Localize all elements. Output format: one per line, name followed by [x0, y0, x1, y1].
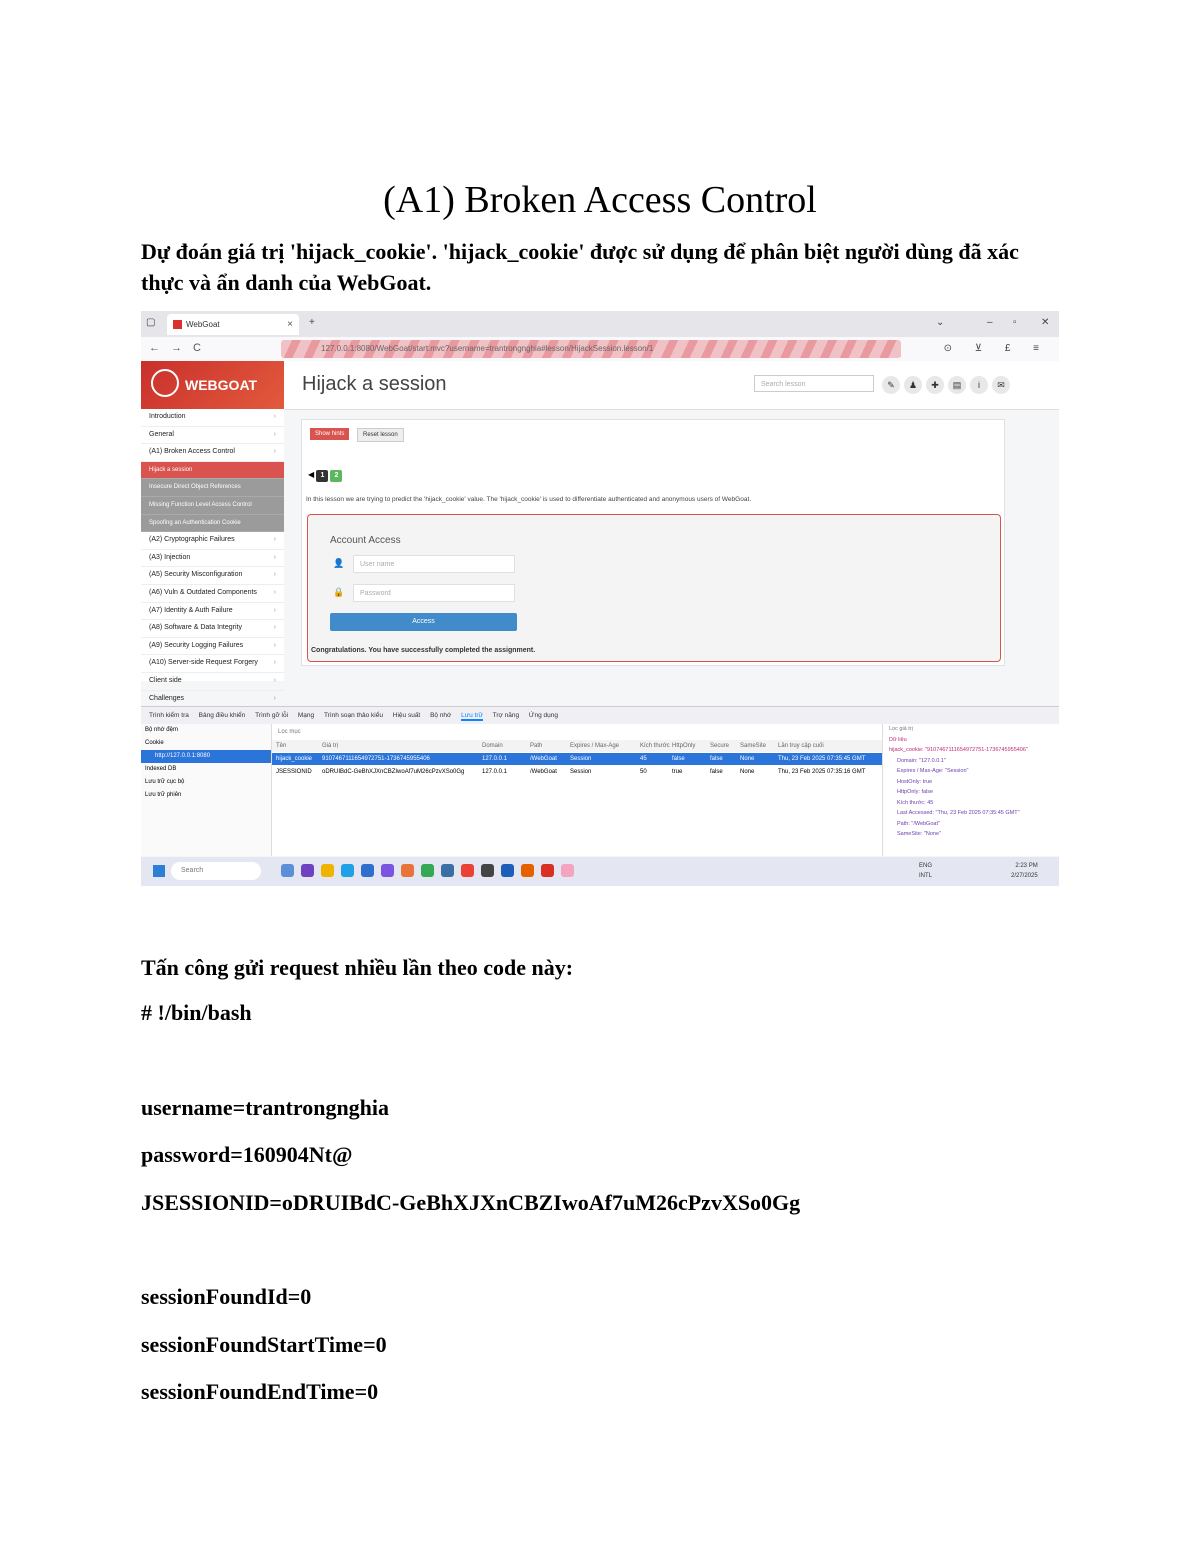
lock-icon: 🔒 — [333, 587, 345, 597]
lesson-steps — [308, 470, 344, 482]
password-input[interactable]: Password — [353, 584, 515, 602]
firefox-icon[interactable] — [521, 864, 534, 877]
chrome-icon[interactable] — [461, 864, 474, 877]
menu-item[interactable]: (A7) Identity & Auth Failure › — [141, 603, 284, 621]
code-line: sessionFoundEndTime=0 — [141, 1379, 379, 1404]
detail-line: SameSite: "None" — [897, 831, 941, 837]
lesson-text: In this lesson we are trying to predict the 'hijack_cookie' value. The 'hijack_cookie' is used to differentiate authenticated and anonymous users of WebGoat. — [306, 496, 752, 503]
search-input[interactable]: Search lesson — [754, 375, 874, 392]
app-icon[interactable] — [301, 864, 314, 877]
app-icon[interactable] — [401, 864, 414, 877]
window-menu-icon[interactable]: ▢ — [146, 317, 156, 328]
menu-item[interactable]: (A9) Security Logging Failures › — [141, 638, 284, 656]
info-icon[interactable]: i — [970, 376, 988, 394]
document-title: (A1) Broken Access Control — [383, 179, 817, 221]
devtools-tab[interactable]: Bảng điều khiển — [198, 712, 246, 719]
tab-title: WebGoat — [186, 320, 220, 329]
devtools-tabbar — [141, 706, 1059, 725]
menu-item[interactable]: (A6) Vuln & Outdated Components › — [141, 585, 284, 603]
browser-tab[interactable] — [167, 314, 299, 335]
pencil-icon[interactable]: ✎ — [882, 376, 900, 394]
devtools-tab[interactable]: Mạng — [297, 712, 315, 719]
devtools-tab[interactable]: Trình gỡ lỗi — [255, 712, 289, 719]
tree-item-selected[interactable]: http://127.0.0.1:8080 — [141, 750, 271, 763]
menu-subitem-active[interactable]: Hijack a session — [141, 462, 284, 480]
show-hints-button[interactable]: Show hints — [310, 428, 349, 440]
taskbar-search[interactable]: Search — [171, 862, 261, 880]
maximize-icon[interactable]: ▫ — [1013, 317, 1017, 328]
tree-item[interactable]: Cookie — [145, 740, 164, 746]
app-icon[interactable] — [441, 864, 454, 877]
code-line: password=160904Nt@ — [141, 1142, 353, 1167]
step-1[interactable]: 1 — [316, 470, 328, 482]
table-header: Tên Giá trị Domain Path Expires / Max-Age Kích thước HttpOnly Secure SameSite Lần truy cập cuối — [272, 740, 882, 752]
menu-item[interactable]: (A8) Software & Data Integrity › — [141, 620, 284, 638]
code-line: JSESSIONID=oDRUIBdC-GeBhXJXnCBZIwoAf7uM26cPzvXSo0Gg — [141, 1190, 801, 1215]
vscode-icon[interactable] — [361, 864, 374, 877]
menu-item[interactable]: Challenges › — [141, 691, 284, 709]
reset-lesson-button[interactable]: Reset lesson — [357, 428, 404, 442]
windows-start-icon[interactable] — [153, 865, 165, 877]
intro-paragraph: Dự đoán giá trị 'hijack_cookie'. 'hijack_cookie' được sử dụng để phân biệt người dùng đã xác thực và ẩn danh của WebGoat. — [141, 239, 1019, 295]
menu-item[interactable]: (A5) Security Misconfiguration › — [141, 567, 284, 585]
tree-item[interactable]: Bộ nhớ đệm — [145, 727, 178, 733]
table-row[interactable]: JSESSIONID oDRUIBdC-GeBhXJXnCBZIwoAf7uM26cPzvXSo0Gg 127.0.0.1 /WebGoat Session 50 true false None Thu, 23 Feb 2025 07:35:16 GMT — [276, 769, 866, 775]
tree-item[interactable]: Lưu trữ cục bộ — [145, 779, 185, 785]
webgoat-favicon-icon — [173, 320, 182, 329]
detail-line: HttpOnly: false — [897, 789, 934, 795]
detail-line: Path: "/WebGoat" — [897, 820, 940, 827]
language-icon[interactable]: ✚ — [926, 376, 944, 394]
detail-line: Kích thước: 45 — [897, 799, 934, 806]
app-icon[interactable] — [381, 864, 394, 877]
prev-icon[interactable]: ◀ — [308, 470, 315, 479]
menu-item[interactable]: Client side › — [141, 673, 284, 691]
report-icon[interactable]: ▤ — [948, 376, 966, 394]
webgoat-sidebar — [141, 361, 284, 702]
menu-item[interactable]: (A1) Broken Access Control › — [141, 444, 284, 462]
devtools-tab[interactable]: Hiệu suất — [392, 712, 421, 719]
window-close-icon[interactable]: ✕ — [1041, 317, 1050, 328]
clock-date: 2/27/2025 — [1011, 873, 1038, 879]
devtools-tab[interactable]: Trình soạn thảo kiểu — [323, 712, 383, 719]
browser-toolbar-icons[interactable]: ⊙ ⊻ £ ≡ — [943, 343, 1049, 354]
menu-item[interactable]: Introduction › — [141, 409, 284, 427]
header-icons — [882, 375, 1014, 394]
minimize-icon[interactable]: – — [987, 317, 993, 328]
table-row[interactable]: hijack_cookie 9107467111654972751-1736745955406 127.0.0.1 /WebGoat Session 45 false false None Thu, 23 Feb 2025 07:35:45 GMT — [272, 753, 882, 765]
cookie-table — [272, 724, 882, 856]
close-icon[interactable]: × — [287, 319, 293, 330]
reload-icon[interactable]: C — [193, 342, 201, 354]
code-line: sessionFoundStartTime=0 — [141, 1332, 387, 1357]
tree-item[interactable]: Indexed DB — [145, 766, 177, 772]
page-title: Hijack a session — [302, 373, 447, 395]
detail-line: hijack_cookie: "9107467111654972751-1736745955406" — [889, 747, 1028, 753]
detail-line: Domain: "127.0.0.1" — [897, 757, 946, 764]
clock[interactable] — [1011, 861, 1038, 881]
menu-subitem[interactable]: Insecure Direct Object References — [141, 479, 284, 497]
webgoat-header — [284, 361, 1059, 410]
code-line: # !/bin/bash — [141, 1000, 252, 1025]
menu-item[interactable]: General › — [141, 427, 284, 445]
edge-icon[interactable] — [341, 864, 354, 877]
lesson-content — [301, 419, 1005, 666]
menu-item[interactable]: (A2) Cryptographic Failures › — [141, 532, 284, 550]
menu-item[interactable]: (A3) Injection › — [141, 550, 284, 568]
webgoat-logo[interactable] — [141, 361, 284, 409]
new-tab-icon[interactable]: + — [309, 317, 315, 328]
app-icon[interactable] — [561, 864, 574, 877]
value-filter[interactable]: Lọc giá trị — [889, 726, 913, 732]
detail-line: Last Accessed: "Thu, 23 Feb 2025 07:35:45 GMT" — [897, 810, 1020, 816]
menu-item[interactable]: (A10) Server-side Request Forgery › — [141, 655, 284, 673]
browser-tab-bar — [141, 311, 1059, 337]
cookie-details-panel — [882, 724, 1060, 856]
detail-header: Dữ liệu — [889, 736, 907, 743]
windows-taskbar — [141, 857, 1059, 886]
app-icon[interactable] — [421, 864, 434, 877]
account-access-form — [307, 514, 1001, 662]
detail-line: Expires / Max-Age: "Session" — [897, 768, 969, 774]
url-field[interactable]: 127.0.0.1:8080/WebGoat/start.mvc?username=trantrongnghia#lesson/HijackSession.lesson/1 — [281, 340, 901, 358]
menu-subitem[interactable]: Missing Function Level Access Control — [141, 497, 284, 515]
lang-code: ENG — [919, 863, 933, 869]
terminal-icon[interactable] — [481, 864, 494, 877]
devtools-tab[interactable]: Ứng dụng — [528, 712, 558, 719]
app-icon[interactable] — [501, 864, 514, 877]
devtools-tab[interactable]: Trợ năng — [492, 712, 520, 719]
tree-item[interactable]: Lưu trữ phiên — [145, 792, 182, 798]
goat-icon — [151, 369, 179, 397]
step-2[interactable]: 2 — [330, 470, 342, 482]
back-icon[interactable]: ← — [149, 342, 160, 354]
envelope-icon[interactable]: ✉ — [992, 376, 1010, 394]
embedded-screenshot — [141, 311, 1059, 886]
user-icon: 👤 — [333, 558, 345, 568]
folder-icon[interactable] — [321, 864, 334, 877]
logo-text: WEBGOAT — [185, 377, 258, 393]
menu-subitem[interactable]: Spoofing an Authentication Cookie — [141, 515, 284, 533]
storage-tree — [141, 724, 272, 856]
success-message: Congratulations. You have successfully completed the assignment. — [311, 647, 536, 654]
app-icon[interactable] — [281, 864, 294, 877]
chevron-down-icon[interactable]: ⌄ — [936, 317, 945, 328]
lang-layout: INTL — [919, 873, 933, 879]
devtools-tab[interactable]: Trình kiểm tra — [149, 712, 189, 719]
address-bar — [141, 337, 1059, 361]
code-line: sessionFoundId=0 — [141, 1284, 312, 1309]
code-line: username=trantrongnghia — [141, 1095, 390, 1120]
taskbar-apps — [281, 864, 581, 882]
username-input[interactable]: User name — [353, 555, 515, 573]
devtools-tab-active[interactable]: Lưu trữ — [461, 712, 483, 719]
devtools-tab[interactable]: Bộ nhớ — [430, 712, 452, 719]
lesson-menu — [141, 409, 284, 708]
account-access-title: Account Access — [330, 535, 401, 546]
forward-icon[interactable]: → — [171, 342, 182, 354]
clock-time: 2:23 PM — [1015, 863, 1038, 869]
app-icon[interactable] — [541, 864, 554, 877]
language-indicator[interactable] — [919, 861, 932, 881]
detail-line: HostOnly: true — [897, 778, 933, 785]
filter-input[interactable]: Lọc mục — [278, 729, 301, 735]
access-button[interactable]: Access — [330, 613, 517, 631]
attack-description: Tấn công gửi request nhiều lần theo code này: — [141, 955, 574, 980]
user-icon[interactable]: ♟ — [904, 376, 922, 394]
